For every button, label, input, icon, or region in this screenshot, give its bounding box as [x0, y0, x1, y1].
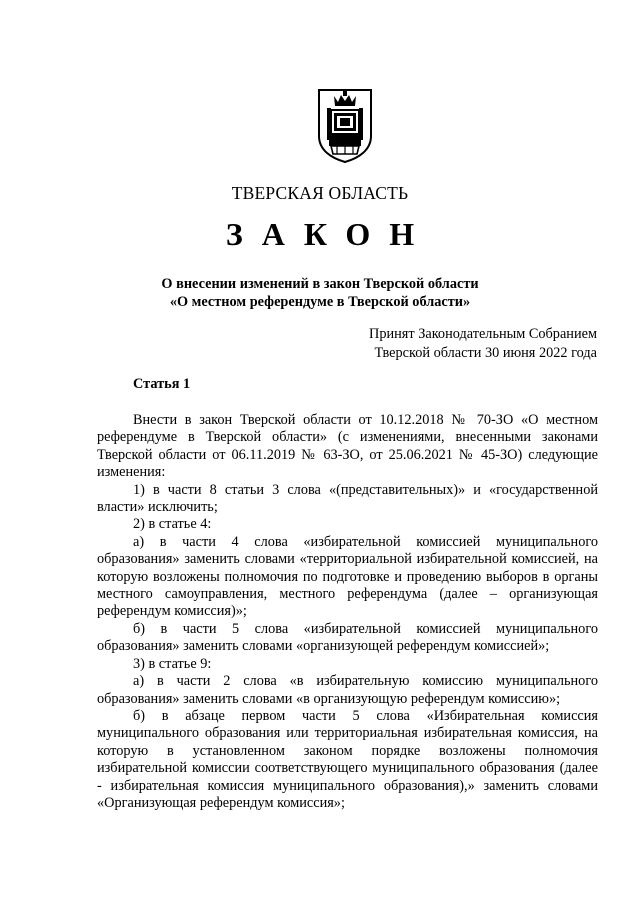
- paragraph: б) в части 5 слова «избирательной комиссией муниципального образования» заменить словами «организующей референдум комиссией»;: [97, 620, 598, 655]
- article-body: [97, 412, 598, 812]
- adoption-line-1: Принят Законодательным Собранием: [369, 326, 597, 342]
- paragraph: 1) в части 8 статьи 3 слова «(представительных)» и «государственной власти» исключить;: [97, 481, 598, 516]
- paragraph: 3) в статье 9:: [133, 655, 212, 672]
- subtitle-line-2: «О местном референдуме в Тверской области»: [169, 294, 471, 310]
- article-heading: Статья 1: [133, 376, 191, 392]
- adoption-line-2: Тверской области 30 июня 2022 года: [374, 345, 597, 361]
- paragraph: б) в абзаце первом части 5 слова «Избирательная комиссия муниципального образования или территориальная избирательная комиссия, на которую в установленном законом порядке возложены полномочия избирательной комиссии соответствующего муниципального образования (далее - избирательная комиссия муниципального образования),» заменить словами «Организующая референдум комиссия»;: [97, 707, 598, 811]
- paragraph: а) в части 4 слова «избирательной комиссией муниципального образования» заменить словами «территориальной избирательной комиссией, на которую возложены полномочия по подготовке и проведению выборов в органы местного самоуправления, местного референдума (далее – организующая референдум комиссия)»;: [97, 533, 598, 620]
- paragraph: 2) в статье 4:: [133, 516, 212, 533]
- paragraph: а) в части 2 слова «в избирательную комиссию муниципального образования» заменить словами «в организующую референдум комиссию»;: [97, 673, 598, 707]
- document-type-title: ЗАКОН: [225, 216, 434, 252]
- region-title: ТВЕРСКАЯ ОБЛАСТЬ: [231, 183, 409, 203]
- adoption-note: [369, 325, 597, 363]
- subtitle-line-1: О внесении изменений в закон Тверской области: [161, 276, 479, 292]
- tver-coat-of-arms-icon: [317, 88, 373, 164]
- paragraph: Внести в закон Тверской области от 10.12.2018 № 70-ЗО «О местном референдуме в Тверской области» (с изменениями, внесенными законами Тверской области от 06.11.2019 № 63-ЗО, от 25.06.2021 № 45-ЗО) следующие изменения:: [97, 412, 598, 481]
- law-subtitle: [0, 275, 640, 311]
